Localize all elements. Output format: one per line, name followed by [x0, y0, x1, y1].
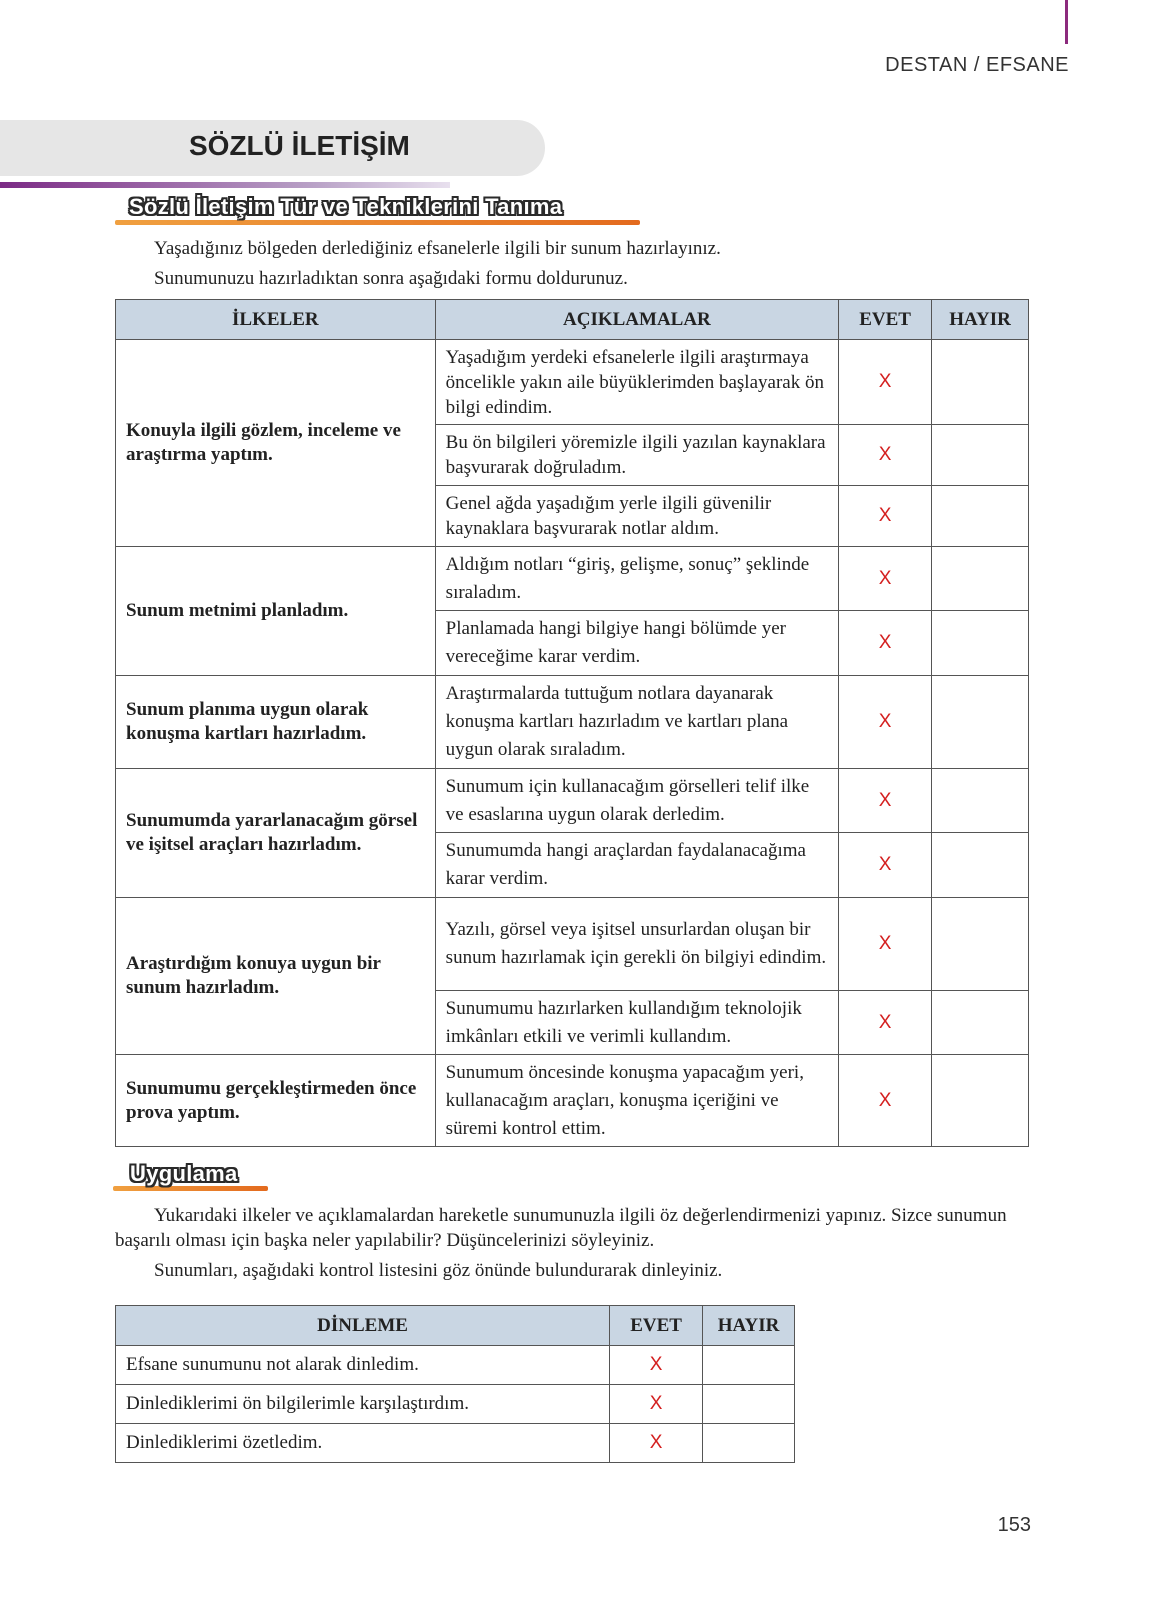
table-row	[116, 898, 1029, 991]
explanation-cell: Sunumum için kullanacağım görselleri telif ilke ve esaslarına uygun olarak derledim.	[435, 769, 838, 833]
explanation-cell: Sunumumda hangi araçlardan faydalanacağıma karar verdim.	[435, 833, 838, 898]
no-mark[interactable]	[932, 611, 1029, 676]
intro-line: Yaşadığınız bölgeden derlediğiniz efsanelerle ilgili bir sunum hazırlayınız.	[154, 238, 721, 259]
yes-mark[interactable]: X	[839, 611, 932, 676]
header-yes: EVET	[839, 300, 932, 340]
explanation-cell: Yaşadığım yerdeki efsanelerle ilgili araştırmaya öncelikle yakın aile büyüklerimden başlayarak ön bilgi edindim.	[435, 340, 838, 425]
table-row	[116, 676, 1029, 769]
running-head: DESTAN / EFSANE	[885, 54, 1069, 76]
no-mark[interactable]	[703, 1385, 795, 1424]
table-row	[116, 1055, 1029, 1147]
yes-mark[interactable]: X	[839, 769, 932, 833]
principle-cell: Araştırdığım konuya uygun bir sunum hazırladım.	[116, 898, 436, 1055]
checklist-item: Efsane sunumunu not alarak dinledim.	[116, 1346, 610, 1385]
table-row	[116, 340, 1029, 425]
principle-cell: Konuyla ilgili gözlem, inceleme ve araştırma yaptım.	[116, 340, 436, 547]
table-row	[116, 1424, 795, 1463]
yes-mark[interactable]: X	[610, 1385, 703, 1424]
no-mark[interactable]	[932, 425, 1029, 486]
intro-line: Sunumunuzu hazırladıktan sonra aşağıdaki formu doldurunuz.	[154, 268, 628, 289]
listening-checklist-table	[115, 1305, 795, 1463]
explanation-cell: Yazılı, görsel veya işitsel unsurlardan oluşan bir sunum hazırlamak için gerekli ön bilgiyi edindim.	[435, 898, 838, 991]
no-mark[interactable]	[703, 1346, 795, 1385]
yes-mark[interactable]: X	[839, 1055, 932, 1147]
yes-mark[interactable]: X	[839, 991, 932, 1055]
explanation-cell: Planlamada hangi bilgiye hangi bölümde yer vereceğime karar verdim.	[435, 611, 838, 676]
table-header-row	[116, 1306, 795, 1346]
no-mark[interactable]	[932, 340, 1029, 425]
explanation-cell: Sunumum öncesinde konuşma yapacağım yeri, kullanacağım araçları, konuşma içeriğini ve süremi kontrol ettim.	[435, 1055, 838, 1147]
no-mark[interactable]	[932, 898, 1029, 991]
no-mark[interactable]	[932, 547, 1029, 611]
table-row	[116, 1346, 795, 1385]
yes-mark[interactable]: X	[839, 898, 932, 991]
principle-cell: Sunum metnimi planladım.	[116, 547, 436, 676]
header-yes: EVET	[610, 1306, 703, 1346]
explanation-cell: Genel ağda yaşadığım yerle ilgili güvenilir kaynaklara başvurarak notlar aldım.	[435, 486, 838, 547]
no-mark[interactable]	[932, 486, 1029, 547]
page-number: 153	[997, 1514, 1031, 1536]
yes-mark[interactable]: X	[839, 833, 932, 898]
header-listening: DİNLEME	[116, 1306, 610, 1346]
principle-cell: Sunumumu gerçekleştirmeden önce prova yaptım.	[116, 1055, 436, 1147]
yes-mark[interactable]: X	[839, 425, 932, 486]
no-mark[interactable]	[703, 1424, 795, 1463]
principle-cell: Sunumumda yararlanacağım görsel ve işitsel araçları hazırladım.	[116, 769, 436, 898]
yes-mark[interactable]: X	[610, 1346, 703, 1385]
section-heading-underline	[115, 220, 640, 225]
yes-mark[interactable]: X	[839, 676, 932, 769]
yes-mark[interactable]: X	[610, 1424, 703, 1463]
instruction-paragraph: Yukarıdaki ilkeler ve açıklamalardan hareketle sunumunuzla ilgili öz değerlendirmenizi yapınız. Sizce sunumun başarılı olması için başka neler yapılabilir? Düşüncelerinizi söyleyiniz.	[115, 1205, 1007, 1251]
section-heading: Uygulama	[130, 1161, 238, 1186]
instruction-paragraph: Sunumları, aşağıdaki kontrol listesini göz önünde bulundurarak dinleyiniz.	[154, 1260, 723, 1281]
table-row	[116, 1385, 795, 1424]
header-principles: İLKELER	[116, 300, 436, 340]
header-no: HAYIR	[932, 300, 1029, 340]
no-mark[interactable]	[932, 991, 1029, 1055]
yes-mark[interactable]: X	[839, 547, 932, 611]
table-row	[116, 769, 1029, 833]
title-underline	[0, 182, 450, 188]
no-mark[interactable]	[932, 1055, 1029, 1147]
yes-mark[interactable]: X	[839, 486, 932, 547]
yes-mark[interactable]: X	[839, 340, 932, 425]
no-mark[interactable]	[932, 676, 1029, 769]
explanation-cell: Bu ön bilgileri yöremizle ilgili yazılan kaynaklara başvurarak doğruladım.	[435, 425, 838, 486]
no-mark[interactable]	[932, 769, 1029, 833]
page-title: SÖZLÜ İLETİŞİM	[189, 130, 410, 161]
header-explanations: AÇIKLAMALAR	[435, 300, 838, 340]
checklist-item: Dinlediklerimi özetledim.	[116, 1424, 610, 1463]
self-assessment-table	[115, 299, 1029, 1147]
principle-cell: Sunum planıma uygun olarak konuşma kartları hazırladım.	[116, 676, 436, 769]
table-row	[116, 547, 1029, 611]
table-header-row	[116, 300, 1029, 340]
top-rule	[1065, 0, 1068, 44]
explanation-cell: Sunumumu hazırlarken kullandığım teknolojik imkânları etkili ve verimli kullandım.	[435, 991, 838, 1055]
explanation-cell: Araştırmalarda tuttuğum notlara dayanarak konuşma kartları hazırladım ve kartları plana uygun olarak sıraladım.	[435, 676, 838, 769]
checklist-item: Dinlediklerimi ön bilgilerimle karşılaştırdım.	[116, 1385, 610, 1424]
section-heading: Sözlü İletişim Tür ve Tekniklerini Tanıma	[129, 194, 563, 219]
explanation-cell: Aldığım notları “giriş, gelişme, sonuç” şeklinde sıraladım.	[435, 547, 838, 611]
no-mark[interactable]	[932, 833, 1029, 898]
header-no: HAYIR	[703, 1306, 795, 1346]
